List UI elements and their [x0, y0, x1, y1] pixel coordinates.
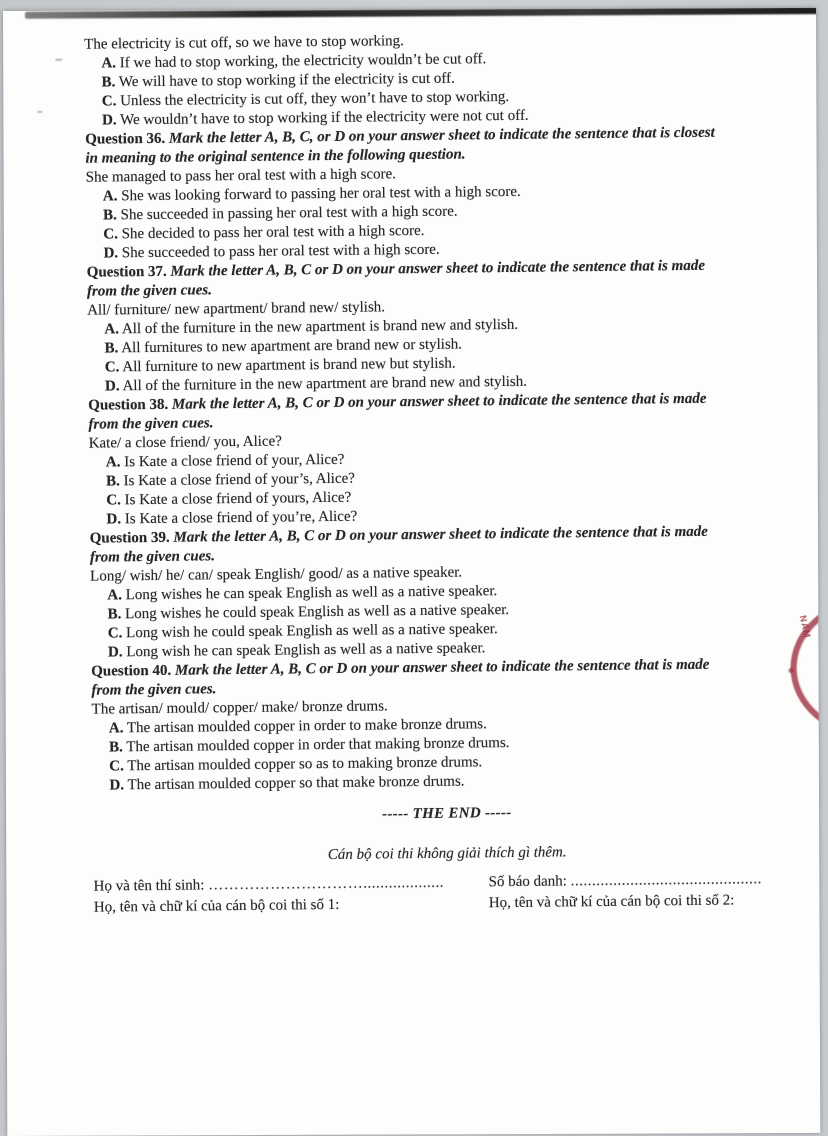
question-instruction-text: Mark the letter A, B, C or D on your answer sheet to indicate the sentence that is made: [171, 390, 707, 413]
option-text: Unless the electricity is cut off, they won’t have to stop working.: [120, 88, 510, 110]
scan-edge-shadow: [25, 8, 820, 19]
option-text: Is Kate a close friend of you’re, Alice?: [124, 508, 358, 528]
question-instruction-text: Mark the letter A, B, C or D on your answer sheet to indicate the sentence that is made: [170, 257, 706, 280]
question-instruction-text: from the given cues.: [89, 548, 216, 566]
option-text: The artisan moulded copper so as to making bronze drums.: [127, 754, 483, 775]
paper-sheet: [3, 8, 820, 1136]
option-letter: A.: [101, 55, 117, 72]
scan-speck: [55, 59, 62, 61]
option-letter: D.: [103, 245, 119, 262]
option-letter: A.: [104, 321, 120, 338]
proctor-1-signature-label: Họ, tên và chữ kí của cán bộ coi thi số 1:: [93, 896, 340, 916]
option-letter: B.: [105, 473, 120, 490]
option-letter: D.: [101, 112, 117, 129]
question-prompt: All/ furniture/ new apartment/ brand new/ stylish.: [87, 299, 386, 319]
option-text: All of the furniture in the new apartment are brand new and stylish.: [122, 373, 528, 395]
option-letter: B.: [107, 606, 122, 623]
option-text: All furnitures to new apartment are brand new or stylish.: [121, 336, 463, 357]
option-text: She succeeded in passing her oral test with a high score.: [120, 203, 458, 224]
option-text: The artisan moulded copper so that make bronze drums.: [127, 773, 465, 794]
the-end-heading: ----- THE END -----: [382, 804, 512, 823]
option-letter: D.: [104, 378, 120, 395]
question-instruction-text: Mark the letter A, B, C or D on your answer sheet to indicate the sentence that is made: [174, 656, 710, 679]
option-letter: C.: [101, 93, 117, 110]
candidate-name-dotted-line: …………………………...................: [208, 874, 444, 894]
option-text: The artisan moulded copper in order to make bronze drums.: [126, 716, 487, 737]
option-text: Is Kate a close friend of yours, Alice?: [124, 489, 352, 509]
option-text: Is Kate a close friend of your’s, Alice?: [123, 470, 355, 490]
question-prompt: Kate/ a close friend/ you, Alice?: [88, 433, 282, 452]
question-instruction-text: Mark the letter A, B, C or D on your answer sheet to indicate the sentence that is made: [173, 523, 709, 546]
question-instruction-text: from the given cues.: [91, 681, 217, 699]
signature-footer: [93, 869, 801, 919]
option-letter: B.: [103, 207, 117, 224]
option-text: Is Kate a close friend of your, Alice?: [124, 451, 345, 471]
question-number: Question 36.: [85, 130, 166, 148]
proctor-note: Cán bộ coi thi không giải thích gì thêm.: [327, 844, 567, 864]
stamp-text: NAM: [797, 614, 813, 640]
option-letter: A.: [105, 454, 121, 471]
question-instruction-text: from the given cues.: [86, 282, 213, 300]
option-text: We wouldn’t have to stop working if the electricity were not cut off.: [120, 107, 529, 129]
option-text: Long wishes he could speak English as well as a native speaker.: [124, 601, 510, 623]
option-letter: B.: [108, 739, 123, 756]
option-letter: C.: [106, 492, 121, 509]
option-letter: A.: [108, 720, 124, 737]
option-text: All furniture to new apartment is brand new but stylish.: [122, 355, 456, 376]
proctor-2-signature-label: Họ, tên và chữ kí của cán bộ coi thi số 2:: [488, 892, 735, 912]
option-text: She was looking forward to passing her oral test with a high score.: [121, 183, 521, 205]
question-number: Question 39.: [89, 529, 170, 547]
option-text: She succeeded to pass her oral test with a high score.: [121, 241, 440, 262]
scan-speck: [37, 111, 42, 113]
option-letter: C.: [107, 625, 123, 642]
option-text: She decided to pass her oral test with a high score.: [121, 222, 425, 243]
option-letter: A.: [107, 587, 123, 604]
candidate-id-label: Số báo danh:: [488, 873, 571, 891]
option-text: Long wish he can speak English as well as a native speaker.: [126, 640, 486, 661]
option-text: The artisan moulded copper in order that making bronze drums.: [126, 734, 510, 756]
question-instruction-text: in meaning to the original sentence in the following question.: [85, 146, 466, 167]
option-text: If we had to stop working, the electricity wouldn’t be cut off.: [119, 51, 487, 72]
option-letter: D.: [106, 511, 122, 528]
question-instruction-text: from the given cues.: [88, 415, 214, 433]
question-prompt: She managed to pass her oral test with a high score.: [85, 166, 397, 186]
question-blocks: [84, 28, 800, 796]
question-prompt: Long/ wish/ he/ can/ speak English/ good/ as a native speaker.: [90, 564, 463, 585]
question-number: Question 38.: [88, 396, 169, 414]
option-letter: B.: [104, 340, 119, 357]
option-letter: A.: [102, 188, 118, 205]
option-letter: C.: [104, 359, 120, 376]
option-letter: D.: [109, 777, 125, 794]
question-number: Question 37.: [86, 263, 167, 281]
question-instruction-text: Mark the letter A, B, C, or D on your answer sheet to indicate the sentence that is closest: [168, 124, 715, 147]
option-text: We will have to stop working if the electricity is cut off.: [118, 70, 455, 91]
exam-content: [84, 28, 802, 919]
question-prompt: The electricity is cut off, so we have to stop working.: [84, 33, 404, 53]
option-text: Long wishes he can speak English as well as a native speaker.: [125, 583, 498, 604]
question-prompt: The artisan/ mould/ copper/ make/ bronze drums.: [91, 698, 388, 718]
candidate-name-label: Họ và tên thí sinh:: [93, 877, 209, 895]
option-letter: B.: [101, 74, 116, 91]
option-text: Long wish he could speak English as well as a native speaker.: [126, 621, 498, 642]
option-letter: C.: [103, 226, 118, 243]
candidate-id-dotted-line: .............................................: [570, 871, 762, 890]
option-text: All of the furniture in the new apartment is brand new and stylish.: [121, 316, 519, 338]
question-number: Question 40.: [91, 662, 172, 680]
option-letter: C.: [109, 758, 124, 775]
option-letter: D.: [107, 644, 123, 661]
